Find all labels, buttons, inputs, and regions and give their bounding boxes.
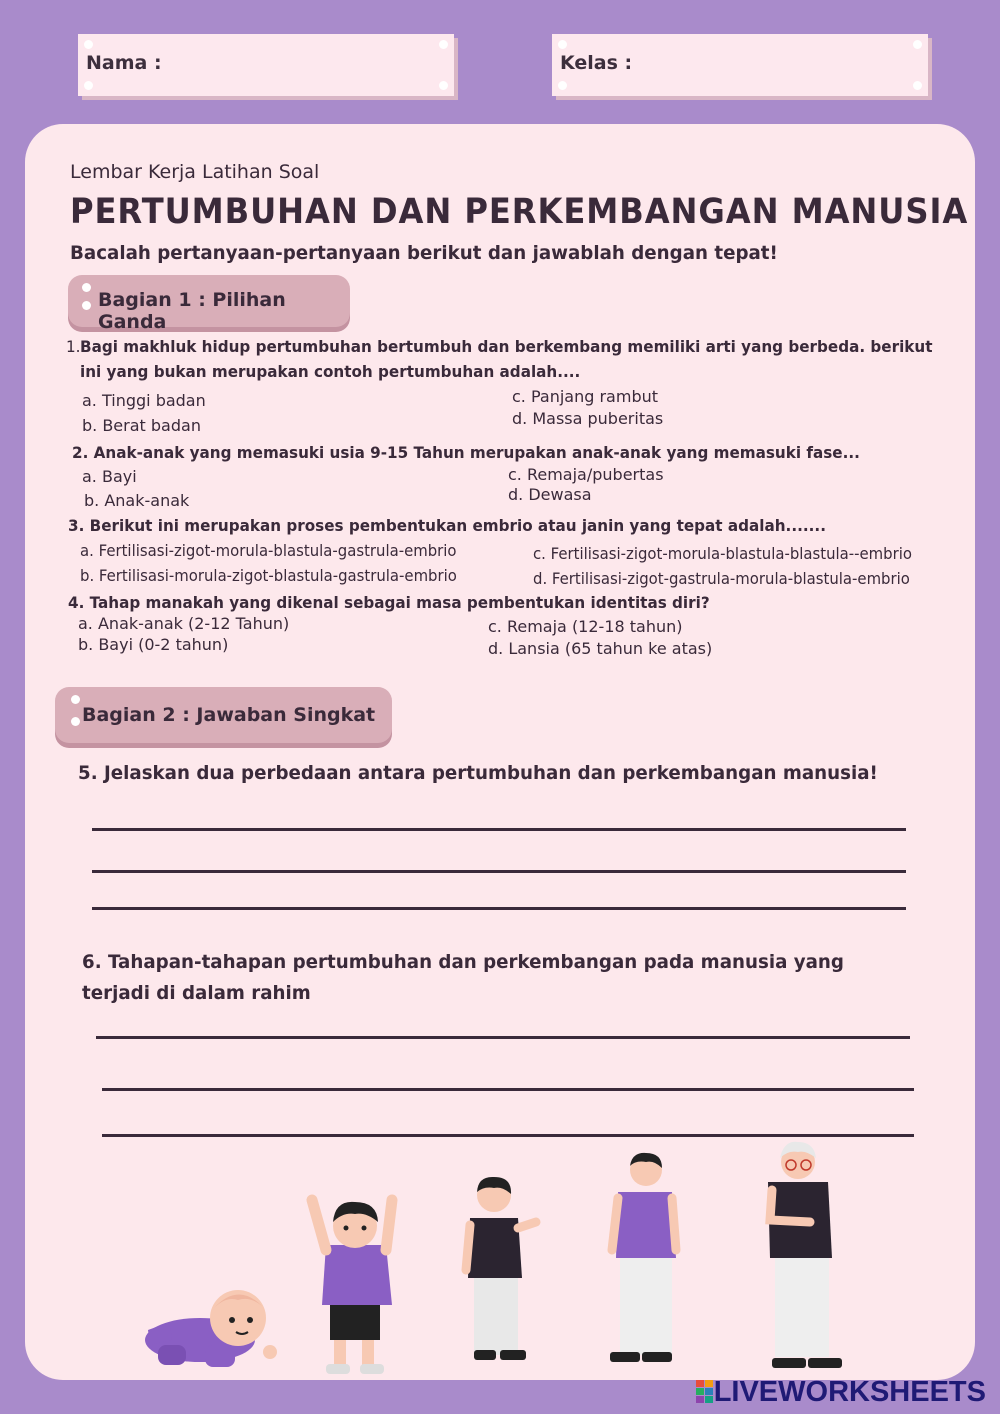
teen-figure — [466, 1177, 536, 1360]
section1-label: Bagian 1 : Pilihan Ganda — [98, 289, 286, 333]
q2-option-d[interactable]: d. Dewasa — [508, 485, 592, 504]
q2-option-b[interactable]: b. Anak-anak — [84, 491, 190, 510]
q1-number: 1. — [66, 337, 81, 356]
q1-option-d[interactable]: d. Massa puberitas — [512, 409, 664, 428]
q3-option-b[interactable]: b. Fertilisasi-morula-zigot-blastula-gastrula-embrio — [80, 566, 457, 585]
q3-text: 3. Berikut ini merupakan proses pembentukan embrio atau janin yang tepat adalah....... — [68, 516, 826, 535]
q4-text: 4. Tahap manakah yang dikenal sebagai masa pembentukan identitas diri? — [68, 593, 710, 612]
q1-option-b[interactable]: b. Berat badan — [82, 416, 201, 435]
liveworksheets-logo-icon — [696, 1380, 714, 1404]
q1-text-line1: Bagi makhluk hidup pertumbuhan bertumbuh dan berkembang memiliki arti yang berbeda. berikut — [80, 337, 933, 356]
q2-text: 2. Anak-anak yang memasuki usia 9-15 Tahun merupakan anak-anak yang memasuki fase... — [72, 443, 860, 462]
q3-option-c[interactable]: c. Fertilisasi-zigot-morula-blastula-blastula--embrio — [533, 544, 912, 563]
q4-option-b[interactable]: b. Bayi (0-2 tahun) — [78, 635, 229, 654]
q2-option-a[interactable]: a. Bayi — [82, 467, 137, 486]
q6-text-line1: 6. Tahapan-tahapan pertumbuhan dan perkembangan pada manusia yang — [82, 951, 844, 973]
adult-figure — [610, 1153, 676, 1362]
q1-option-a[interactable]: a. Tinggi badan — [82, 391, 206, 410]
q4-option-c[interactable]: c. Remaja (12-18 tahun) — [488, 617, 683, 636]
class-label: Kelas : — [560, 52, 633, 74]
worksheet-subtitle: Lembar Kerja Latihan Soal — [70, 161, 320, 183]
q4-option-d[interactable]: d. Lansia (65 tahun ke atas) — [488, 639, 713, 658]
q5-text: 5. Jelaskan dua perbedaan antara pertumbuhan dan perkembangan manusia! — [78, 762, 878, 784]
q3-option-a[interactable]: a. Fertilisasi-zigot-morula-blastula-gastrula-embrio — [80, 541, 457, 560]
q3-option-d[interactable]: d. Fertilisasi-zigot-gastrula-morula-blastula-embrio — [533, 569, 910, 588]
q2-option-c[interactable]: c. Remaja/pubertas — [508, 465, 664, 484]
baby-figure — [145, 1290, 277, 1367]
elderly-figure — [768, 1142, 842, 1368]
q6-text-line2: terjadi di dalam rahim — [82, 982, 311, 1004]
section2-label: Bagian 2 : Jawaban Singkat — [82, 704, 376, 726]
instruction-text: Bacalah pertanyaan-pertanyaan berikut dan jawablah dengan tepat! — [70, 242, 778, 264]
page-title: PERTUMBUHAN DAN PERKEMBANGAN MANUSIA — [70, 192, 969, 232]
q4-option-a[interactable]: a. Anak-anak (2-12 Tahun) — [78, 614, 290, 633]
name-label: Nama : — [86, 52, 162, 74]
q1-text-line2: ini yang bukan merupakan contoh pertumbuhan adalah.... — [80, 362, 581, 381]
child-figure — [312, 1200, 392, 1374]
q1-option-c[interactable]: c. Panjang rambut — [512, 387, 659, 406]
liveworksheets-brand[interactable]: LIVEWORKSHEETS — [713, 1376, 986, 1408]
